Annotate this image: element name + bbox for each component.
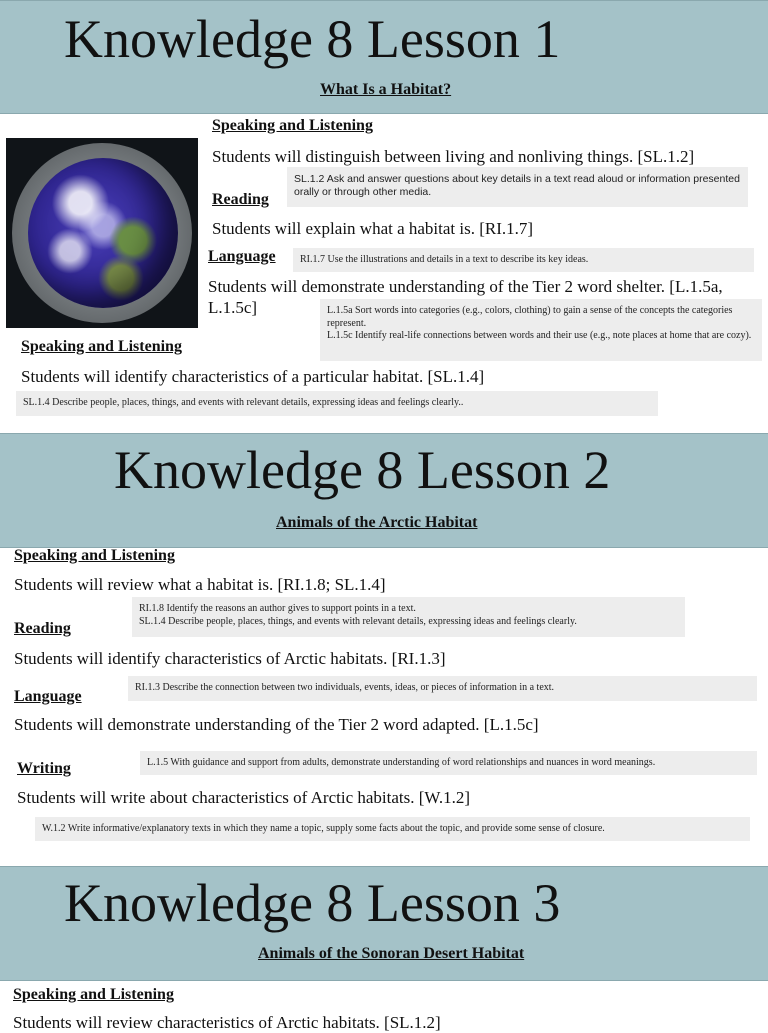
standard-box-ri18 [132, 597, 685, 637]
standard-text: L.1.5a Sort words into categories (e.g., colors, clothing) to gain a sense of the concepts the categories represent. [327, 305, 733, 329]
lesson-3-subtitle: Animals of the Sonoran Desert Habitat [258, 945, 525, 962]
lesson-1-objective-l15-line1: Students will demonstrate understanding of the Tier 2 word shelter. [L.1.5a, [208, 277, 723, 296]
lesson-2-objective-ri13: Students will identify characteristics of Arctic habitats. [RI.1.3] [14, 649, 446, 668]
standard-text: SL.1.4 Describe people, places, things, and events with relevant details, expressing ideas and feelings clearly. [139, 615, 577, 627]
standard-box-sl12 [287, 167, 748, 207]
standard-text: SL.1.2 Ask and answer questions about key details in a text read aloud or information presented orally or through other media. [294, 173, 740, 198]
lesson-1-objective-l15-line2: L.1.5c] [208, 298, 258, 317]
earth-globe-image [6, 138, 198, 328]
standard-text: W.1.2 Write informative/explanatory texts in which they name a topic, supply some facts about the topic, and provide some sense of closure. [42, 823, 605, 834]
lesson-2-heading-language: Language [14, 688, 82, 705]
standard-box-w12 [35, 817, 750, 841]
standard-box-ri17 [293, 248, 754, 272]
lesson-1-objective-ri17: Students will explain what a habitat is. [RI.1.7] [212, 219, 534, 238]
standard-text: L.1.5c Identify real-life connections between words and their use (e.g., note places at home that are cozy). [327, 330, 752, 341]
standard-text: SL.1.4 Describe people, places, things, and events with relevant details, expressing ideas and feelings clearly.. [23, 397, 464, 408]
standard-box-l15 [320, 299, 762, 361]
lesson-3-heading-speaking-listening: Speaking and Listening [13, 986, 174, 1003]
lesson-2-objective-l15c: Students will demonstrate understanding of the Tier 2 word adapted. [L.1.5c] [14, 715, 539, 734]
standard-text: RI.1.7 Use the illustrations and details in a text to describe its key ideas. [300, 254, 589, 265]
lesson-1-heading-speaking-listening-2: Speaking and Listening [21, 338, 182, 355]
lesson-1-subtitle: What Is a Habitat? [320, 81, 452, 98]
lesson-2-objective-w12: Students will write about characteristics of Arctic habitats. [W.1.2] [17, 788, 471, 807]
lesson-2-title: Knowledge 8 Lesson 2 [114, 440, 611, 500]
standard-box-sl14 [16, 391, 658, 416]
lesson-2-heading-reading: Reading [14, 620, 71, 637]
lesson-2-subtitle: Animals of the Arctic Habitat [276, 514, 478, 531]
lesson-3-objective-sl12: Students will review characteristics of Arctic habitats. [SL.1.2] [13, 1013, 441, 1032]
lesson-2-heading-writing: Writing [17, 760, 71, 777]
lesson-1-objective-sl14: Students will identify characteristics of a particular habitat. [SL.1.4] [21, 367, 485, 386]
standard-text: L.1.5 With guidance and support from adults, demonstrate understanding of word relationships and nuances in word meanings. [147, 757, 656, 768]
standard-box-ri13 [128, 676, 757, 701]
lesson-1-objective-sl12: Students will distinguish between living and nonliving things. [SL.1.2] [212, 147, 695, 166]
lesson-2-heading-speaking-listening: Speaking and Listening [14, 547, 175, 564]
lesson-1-title: Knowledge 8 Lesson 1 [64, 9, 561, 69]
lesson-2-objective-ri18: Students will review what a habitat is. [RI.1.8; SL.1.4] [14, 575, 386, 594]
standard-box-l15 [140, 751, 757, 775]
lesson-3-banner [0, 866, 768, 981]
lesson-1-banner [0, 0, 768, 114]
lesson-1-heading-language: Language [208, 248, 276, 265]
lesson-1-heading-reading: Reading [212, 191, 269, 208]
lesson-2-banner [0, 433, 768, 548]
lesson-3-title: Knowledge 8 Lesson 3 [64, 873, 561, 933]
lesson-1-heading-speaking-listening: Speaking and Listening [212, 117, 373, 134]
standard-text: RI.1.3 Describe the connection between two individuals, events, ideas, or pieces of information in a text. [135, 682, 555, 693]
earth-icon [28, 158, 178, 308]
standard-text: RI.1.8 Identify the reasons an author gives to support points in a text. [139, 603, 416, 614]
